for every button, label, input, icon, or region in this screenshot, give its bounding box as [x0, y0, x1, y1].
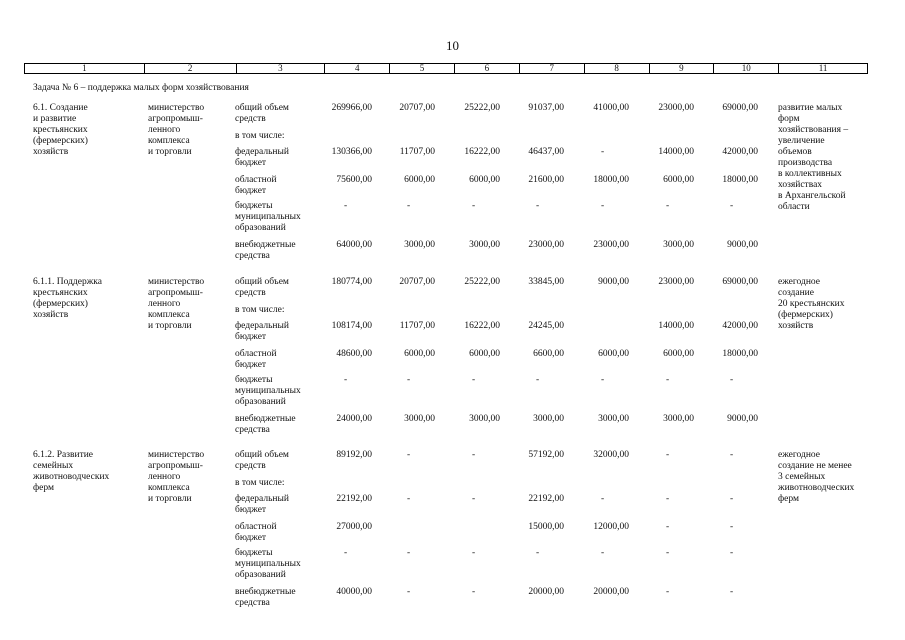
funding-value: 15000,00 — [528, 522, 564, 532]
funding-value: 22192,00 — [528, 494, 564, 504]
funding-value: 3000,00 — [663, 240, 694, 250]
funding-value: 11707,00 — [399, 147, 435, 157]
funding-value: 6000,00 — [598, 349, 629, 359]
measure-name: 6.1. Создание и развитие крестьянских (фермерских) хозяйств — [33, 103, 88, 157]
funding-value: 20000,00 — [528, 587, 564, 597]
funding-value: 180774,00 — [331, 277, 372, 287]
funding-value: 6000,00 — [404, 349, 435, 359]
funding-value: - — [730, 201, 734, 211]
funding-source-label: федеральный бюджет — [235, 321, 289, 342]
funding-value: 64000,00 — [336, 240, 372, 250]
funding-source-label: федеральный бюджет — [235, 494, 289, 515]
funding-value: 75600,00 — [336, 175, 372, 185]
funding-value: - — [601, 201, 605, 211]
funding-value: - — [407, 201, 411, 211]
funding-value: 3000,00 — [533, 414, 564, 424]
header-cell-8: 8 — [585, 64, 650, 73]
funding-source-label: бюджеты муниципальных образований — [235, 201, 301, 233]
header-cell-3: 3 — [237, 64, 326, 73]
funding-value: 21600,00 — [528, 175, 564, 185]
expected-result: ежегодное создание не менее 3 семейных животноводческих ферм — [778, 450, 855, 504]
funding-value: 3000,00 — [404, 240, 435, 250]
funding-value: - — [472, 375, 476, 385]
funding-value: 20707,00 — [399, 277, 435, 287]
measure-name: 6.1.2. Развитие семейных животноводческих ферм — [33, 450, 110, 493]
funding-value: 23000,00 — [658, 103, 694, 113]
funding-source-label: областной бюджет — [235, 175, 277, 196]
funding-value: 24245,00 — [528, 321, 564, 331]
funding-value: 9000,00 — [598, 277, 629, 287]
funding-value: 108174,00 — [331, 321, 372, 331]
funding-value: 69000,00 — [722, 103, 758, 113]
funding-value: - — [730, 587, 734, 597]
funding-value: 9000,00 — [727, 240, 758, 250]
funding-value: 20707,00 — [399, 103, 435, 113]
expected-result: ежегодное создание 20 крестьянских (фермерских) хозяйств — [778, 277, 845, 331]
funding-value: 269966,00 — [331, 103, 372, 113]
funding-value: 40000,00 — [336, 587, 372, 597]
funding-value: 27000,00 — [336, 522, 372, 532]
funding-value: - — [601, 147, 605, 157]
funding-source-label: областной бюджет — [235, 522, 277, 543]
funding-value: 6600,00 — [533, 349, 564, 359]
funding-value: - — [601, 494, 605, 504]
funding-value: - — [472, 494, 476, 504]
funding-source-label: в том числе: — [235, 478, 285, 488]
header-cell-4: 4 — [325, 64, 390, 73]
funding-value: 16222,00 — [464, 321, 500, 331]
header-cell-5: 5 — [390, 64, 455, 73]
funding-value: - — [730, 450, 734, 460]
funding-value: - — [407, 375, 411, 385]
funding-value: - — [536, 548, 540, 558]
funding-value: 69000,00 — [722, 277, 758, 287]
funding-value: - — [601, 375, 605, 385]
funding-value: 33845,00 — [528, 277, 564, 287]
funding-value: 42000,00 — [722, 321, 758, 331]
funding-value: 89192,00 — [336, 450, 372, 460]
table-header-row — [24, 63, 868, 74]
funding-value: 11707,00 — [399, 321, 435, 331]
funding-value: - — [666, 587, 670, 597]
funding-value: 18000,00 — [722, 349, 758, 359]
funding-value: 14000,00 — [658, 321, 694, 331]
funding-value: 18000,00 — [593, 175, 629, 185]
funding-value: 3000,00 — [598, 414, 629, 424]
funding-value: - — [730, 375, 734, 385]
funding-source-label: бюджеты муниципальных образований — [235, 548, 301, 580]
funding-value: - — [666, 522, 670, 532]
header-cell-1: 1 — [25, 64, 145, 73]
measure-name: 6.1.1. Поддержка крестьянских (фермерских) хозяйств — [33, 277, 102, 320]
header-cell-9: 9 — [650, 64, 715, 73]
header-cell-6: 6 — [455, 64, 520, 73]
header-cell-2: 2 — [145, 64, 237, 73]
funding-source-label: в том числе: — [235, 305, 285, 315]
funding-source-label: общий объем средств — [235, 277, 289, 298]
funding-source-label: общий объем средств — [235, 103, 289, 124]
funding-source-label: в том числе: — [235, 131, 285, 141]
funding-value: - — [472, 450, 476, 460]
page-number: 10 — [446, 38, 459, 53]
funding-value: 6000,00 — [469, 349, 500, 359]
funding-value: 130366,00 — [331, 147, 372, 157]
funding-value: 16222,00 — [464, 147, 500, 157]
funding-value: 48600,00 — [336, 349, 372, 359]
executor: министерство агропромыш- ленного комплекса и торговли — [148, 103, 205, 157]
funding-value: 3000,00 — [404, 414, 435, 424]
funding-source-label: внебюджетные средства — [235, 587, 296, 608]
funding-value: - — [666, 494, 670, 504]
funding-value: 23000,00 — [593, 240, 629, 250]
funding-source-label: бюджеты муниципальных образований — [235, 375, 301, 407]
header-cell-10: 10 — [714, 64, 779, 73]
funding-value: - — [472, 548, 476, 558]
funding-value: - — [536, 375, 540, 385]
funding-value: 6000,00 — [663, 349, 694, 359]
funding-value: - — [666, 548, 670, 558]
funding-value: 42000,00 — [722, 147, 758, 157]
funding-value: - — [472, 587, 476, 597]
funding-value: 20000,00 — [593, 587, 629, 597]
funding-value: 25222,00 — [464, 103, 500, 113]
funding-source-label: областной бюджет — [235, 349, 277, 370]
executor: министерство агропромыш- ленного комплекса и торговли — [148, 450, 205, 504]
funding-value: - — [472, 201, 476, 211]
funding-value: 3000,00 — [663, 414, 694, 424]
funding-value: 14000,00 — [658, 147, 694, 157]
funding-value: 6000,00 — [404, 175, 435, 185]
header-cell-11: 11 — [818, 63, 828, 73]
funding-value: 18000,00 — [722, 175, 758, 185]
funding-value: 41000,00 — [593, 103, 629, 113]
funding-value: - — [407, 548, 411, 558]
funding-value: - — [344, 375, 348, 385]
funding-value: 46437,00 — [528, 147, 564, 157]
funding-source-label: общий объем средств — [235, 450, 289, 471]
funding-value: 23000,00 — [528, 240, 564, 250]
funding-value: 32000,00 — [593, 450, 629, 460]
funding-value: - — [407, 450, 411, 460]
executor: министерство агропромыш- ленного комплекса и торговли — [148, 277, 205, 331]
funding-value: 91037,00 — [528, 103, 564, 113]
funding-value: - — [730, 494, 734, 504]
funding-value: 6000,00 — [663, 175, 694, 185]
funding-value: 9000,00 — [727, 414, 758, 424]
header-cell-7: 7 — [520, 64, 585, 73]
funding-source-label: федеральный бюджет — [235, 147, 289, 168]
funding-value: - — [666, 201, 670, 211]
funding-value: - — [666, 450, 670, 460]
funding-value: - — [407, 494, 411, 504]
expected-result: развитие малых форм хозяйствования – увеличение объемов производства в коллективных хозяйствах в Архангельской области — [778, 103, 849, 212]
funding-value: 57192,00 — [528, 450, 564, 460]
funding-value: - — [601, 548, 605, 558]
funding-value: - — [730, 548, 734, 558]
funding-value: 25222,00 — [464, 277, 500, 287]
funding-value: - — [730, 522, 734, 532]
funding-value: - — [536, 201, 540, 211]
funding-value: 22192,00 — [336, 494, 372, 504]
funding-value: - — [407, 587, 411, 597]
funding-value: 12000,00 — [593, 522, 629, 532]
funding-value: - — [344, 201, 348, 211]
funding-source-label: внебюджетные средства — [235, 414, 296, 435]
funding-value: 6000,00 — [469, 175, 500, 185]
funding-value: 3000,00 — [469, 240, 500, 250]
funding-value: 23000,00 — [658, 277, 694, 287]
funding-value: - — [666, 375, 670, 385]
funding-source-label: внебюджетные средства — [235, 240, 296, 261]
task-title: Задача № 6 – поддержка малых форм хозяйствования — [33, 83, 249, 93]
funding-value: 3000,00 — [469, 414, 500, 424]
funding-value: - — [344, 548, 348, 558]
funding-value: 24000,00 — [336, 414, 372, 424]
